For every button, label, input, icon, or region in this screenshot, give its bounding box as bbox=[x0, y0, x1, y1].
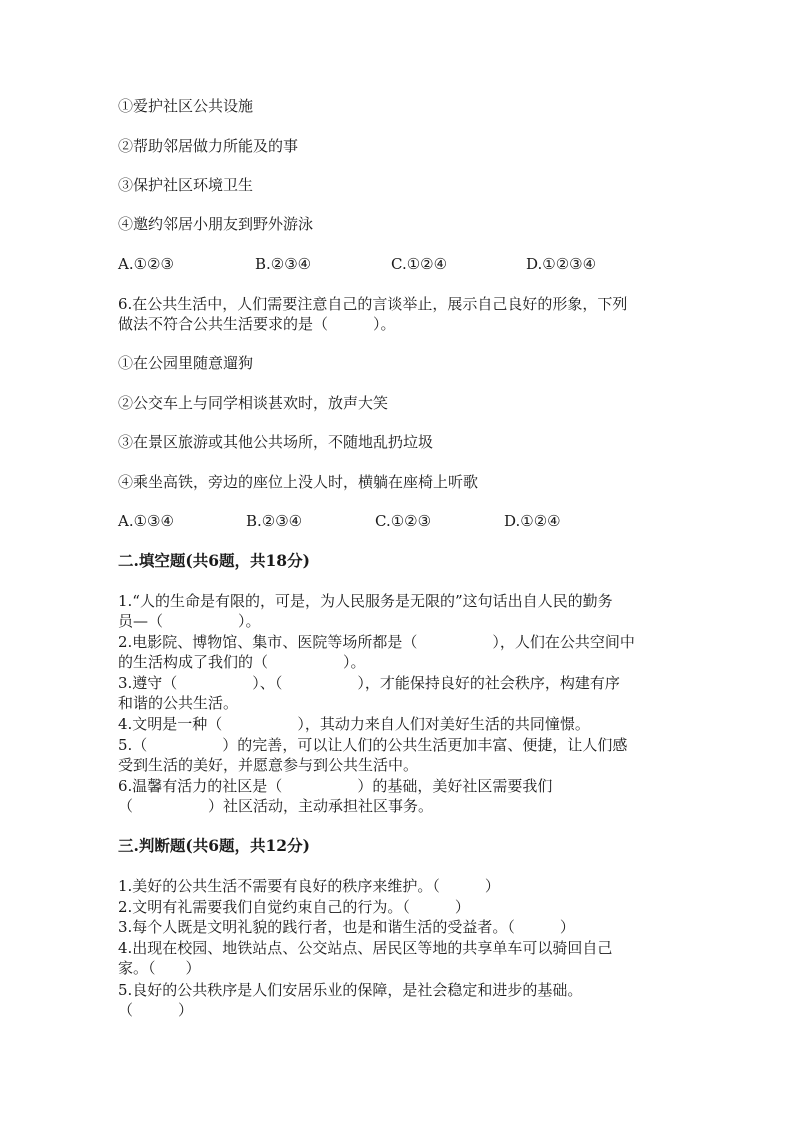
q5-option-b: B.②③④ bbox=[255, 255, 312, 273]
s2-line-7: 4.文明是一种（ ），其动力来自人们对美好生活的共同憧憬。 bbox=[118, 715, 590, 733]
q5-item-1: ①爱护社区公共设施 bbox=[118, 97, 254, 115]
q6-option-b: B.②③④ bbox=[246, 512, 303, 530]
s3-line-3: 3.每个人既是文明礼貌的践行者，也是和谐生活的受益者。（ ） bbox=[118, 918, 575, 936]
s2-line-2: 员—（ ）。 bbox=[118, 612, 261, 630]
q5-option-a: A.①②③ bbox=[118, 255, 174, 273]
q6-option-c: C.①②③ bbox=[375, 512, 432, 530]
q6-stem-line-1: 6.在公共生活中，人们需要注意自己的言谈举止，展示自己良好的形象，下列 bbox=[118, 295, 628, 313]
s3-line-4: 4.出现在校园、地铁站点、公交站点、居民区等地的共享单车可以骑回自己 bbox=[118, 939, 613, 957]
s3-line-7: （ ） bbox=[118, 1001, 194, 1019]
q6-item-2: ②公交车上与同学相谈甚欢时，放声大笑 bbox=[118, 394, 389, 412]
s2-line-3: 2.电影院、博物馆、集市、医院等场所都是（ ），人们在公共空间中 bbox=[118, 633, 635, 651]
q5-item-4: ④邀约邻居小朋友到野外游泳 bbox=[118, 215, 314, 233]
s3-line-6: 5.良好的公共秩序是人们安居乐业的保障，是社会稳定和进步的基础。 bbox=[118, 981, 583, 999]
q6-option-d: D.①②④ bbox=[504, 512, 561, 530]
section-2-heading: 二.填空题(共6题，共18分) bbox=[118, 551, 310, 570]
q5-item-2: ②帮助邻居做力所能及的事 bbox=[118, 137, 299, 155]
s2-line-6: 和谐的公共生活。 bbox=[118, 694, 239, 712]
q6-stem-line-2: 做法不符合公共生活要求的是（ ）。 bbox=[118, 315, 396, 333]
s3-line-1: 1.美好的公共生活不需要有良好的秩序来维护。（ ） bbox=[118, 877, 500, 895]
section-3-heading: 三.判断题(共6题，共12分) bbox=[118, 836, 310, 855]
s2-line-4: 的生活构成了我们的（ ）。 bbox=[118, 653, 366, 671]
s2-line-1: 1.“人的生命是有限的，可是，为人民服务是无限的”这句话出自人民的勤务 bbox=[118, 592, 613, 610]
q5-item-3: ③保护社区环境卫生 bbox=[118, 176, 254, 194]
s3-line-2: 2.文明有礼需要我们自觉约束自己的行为。（ ） bbox=[118, 898, 470, 916]
q6-option-a: A.①③④ bbox=[118, 512, 174, 530]
q6-item-1: ①在公园里随意遛狗 bbox=[118, 354, 254, 372]
s2-line-9: 受到生活的美好，并愿意参与到公共生活中。 bbox=[118, 756, 419, 774]
s2-line-8: 5.（ ）的完善，可以让人们的公共生活更加丰富、便捷，让人们感 bbox=[118, 736, 628, 754]
s3-line-5: 家。（ ） bbox=[118, 959, 201, 977]
q5-option-c: C.①②④ bbox=[391, 255, 448, 273]
q6-item-4: ④乘坐高铁，旁边的座位上没人时，横躺在座椅上听歌 bbox=[118, 473, 479, 491]
s2-line-11: （ ）社区活动，主动承担社区事务。 bbox=[118, 797, 434, 815]
q5-option-d: D.①②③④ bbox=[526, 255, 597, 273]
s2-line-10: 6.温馨有活力的社区是（ ）的基础，美好社区需要我们 bbox=[118, 777, 553, 795]
q6-item-3: ③在景区旅游或其他公共场所，不随地乱扔垃圾 bbox=[118, 433, 434, 451]
s2-line-5: 3.遵守（ ）、（ ），才能保持良好的社会秩序，构建有序 bbox=[118, 674, 620, 692]
